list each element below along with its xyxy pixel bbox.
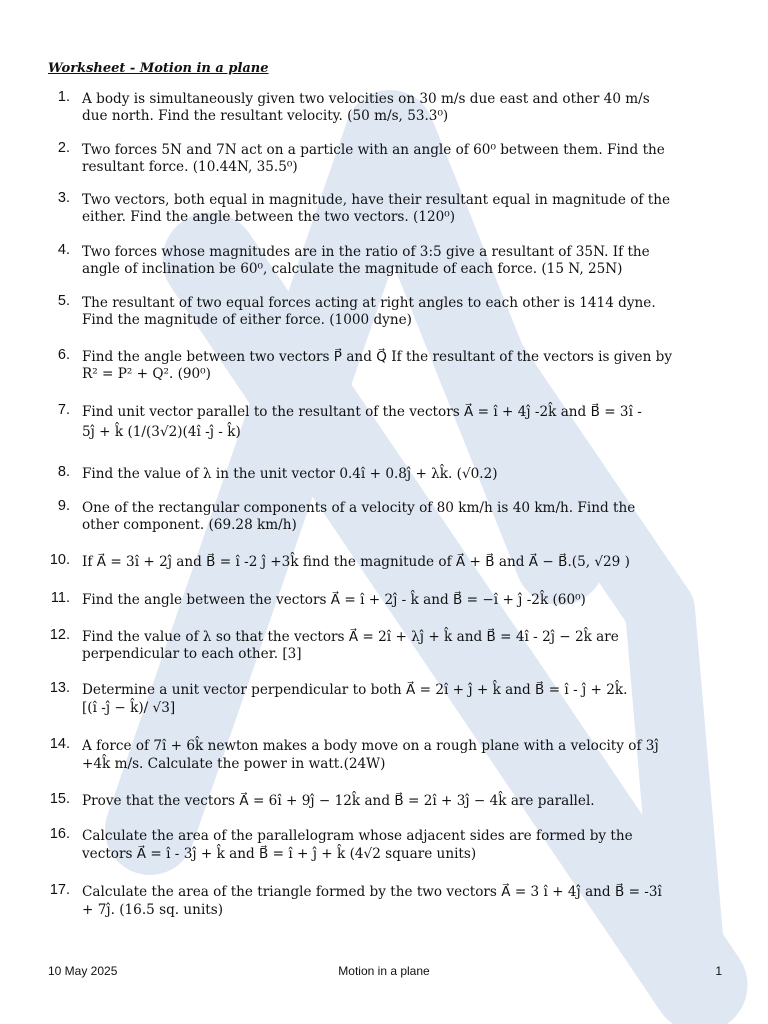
question-number: 15. <box>49 791 70 807</box>
question-text-line: Find the value of λ so that the vectors A⃗ = 2î + λĵ + k̂ and B⃗ = 4î - 2ĵ − 2k̂ are <box>82 629 619 645</box>
question-text-line: 5ĵ + k̂ (1/(3√2)(4î -ĵ - k̂) <box>82 424 241 440</box>
question-number: 16. <box>49 826 70 842</box>
footer-date: 10 May 2025 <box>48 964 118 978</box>
question-number: 13. <box>49 680 70 696</box>
question-text-line: resultant force. (10.44N, 35.5⁰) <box>82 159 298 175</box>
question-text-line: other component. (69.28 km/h) <box>82 517 297 533</box>
footer-title: Motion in a plane <box>338 964 430 978</box>
question-number: 9. <box>57 498 70 514</box>
question-number: 6. <box>57 347 70 363</box>
question-number: 1. <box>57 89 70 105</box>
question-text-line: vectors A⃗ = î - 3ĵ + k̂ and B⃗ = î + ĵ + k̂ (4√2 square units) <box>82 846 477 862</box>
footer-page-number: 1 <box>715 964 722 978</box>
question-text-line: A body is simultaneously given two velocities on 30 m/s due east and other 40 m/s <box>82 91 650 107</box>
question-text-line: Find unit vector parallel to the resultant of the vectors A⃗ = î + 4ĵ -2k̂ and B⃗ = 3î - <box>82 404 642 420</box>
question-number: 2. <box>57 140 70 156</box>
question-text-line: If A⃗ = 3î + 2ĵ and B⃗ = î -2 ĵ +3k̂ find the magnitude of A⃗ + B⃗ and A⃗ − B⃗.(5, √29 ) <box>82 554 630 570</box>
question-text-line: Two forces whose magnitudes are in the ratio of 3:5 give a resultant of 35N. If the <box>82 244 650 260</box>
question-number: 17. <box>49 882 70 898</box>
question-text-line: Find the magnitude of either force. (1000 dyne) <box>82 312 412 328</box>
question-text-line: Calculate the area of the triangle formed by the two vectors A⃗ = 3 î + 4ĵ and B⃗ = -3î <box>82 884 662 900</box>
question-text-line: angle of inclination be 60⁰, calculate the magnitude of each force. (15 N, 25N) <box>82 261 623 277</box>
question-text-line: A force of 7î + 6k̂ newton makes a body move on a rough plane with a velocity of 3ĵ <box>82 738 659 754</box>
question-text-line: either. Find the angle between the two vectors. (120⁰) <box>82 209 456 225</box>
question-number: 8. <box>57 464 70 480</box>
question-number: 4. <box>57 242 70 258</box>
question-text-line: Determine a unit vector perpendicular to both A⃗ = 2î + ĵ + k̂ and B⃗ = î - ĵ + 2k̂. <box>82 682 628 698</box>
question-text-line: Two vectors, both equal in magnitude, have their resultant equal in magnitude of the <box>82 192 670 208</box>
question-text-line: Find the angle between the vectors A⃗ = î + 2ĵ - k̂ and B⃗ = −î + ĵ -2k̂ (60⁰) <box>82 592 586 608</box>
question-text-line: One of the rectangular components of a velocity of 80 km/h is 40 km/h. Find the <box>82 500 636 516</box>
question-text-line: Calculate the area of the parallelogram whose adjacent sides are formed by the <box>82 828 633 844</box>
question-number: 14. <box>49 736 70 752</box>
question-text-line: Find the angle between two vectors P⃗ and Q⃗ If the resultant of the vectors is given by <box>82 349 673 365</box>
question-text-line: [(î -ĵ − k̂)/ √3] <box>82 700 176 716</box>
question-text-line: Find the value of λ in the unit vector 0.4î + 0.8ĵ + λk̂. (√0.2) <box>82 466 498 482</box>
question-number: 12. <box>49 627 70 643</box>
question-text-line: R² = P² + Q². (90⁰) <box>82 366 211 382</box>
question-text-line: + 7ĵ. (16.5 sq. units) <box>82 902 224 918</box>
question-text-line: due north. Find the resultant velocity. (50 m/s, 53.3⁰) <box>82 108 449 124</box>
question-text-line: Prove that the vectors A⃗ = 6î + 9ĵ − 12k̂ and B⃗ = 2î + 3ĵ − 4k̂ are parallel. <box>82 793 595 809</box>
question-number: 7. <box>57 402 70 418</box>
worksheet-title: Worksheet - Motion in a plane <box>48 61 269 76</box>
question-number: 10. <box>49 552 70 568</box>
question-number: 5. <box>57 293 70 309</box>
question-text-line: perpendicular to each other. [3] <box>82 646 302 662</box>
question-text-line: Two forces 5N and 7N act on a particle with an angle of 60⁰ between them. Find the <box>82 142 665 158</box>
question-number: 3. <box>57 190 70 206</box>
question-text-line: The resultant of two equal forces acting at right angles to each other is 1414 dyne. <box>82 295 656 311</box>
question-text-line: +4k̂ m/s. Calculate the power in watt.(24W) <box>82 756 386 772</box>
question-number: 11. <box>50 590 70 606</box>
